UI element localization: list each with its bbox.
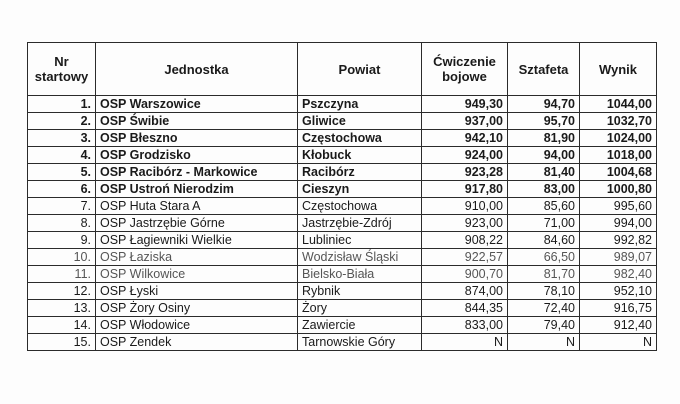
table-row [28,334,657,351]
cell-sztafeta: 81,90 [508,130,580,147]
header-nr [28,43,96,96]
table-row [28,215,657,232]
cell-nr: 12. [28,283,96,300]
cell-jednostka: OSP Racibórz - Markowice [96,164,298,181]
cell-sztafeta: 85,60 [508,198,580,215]
cell-nr: 6. [28,181,96,198]
cell-sztafeta: 83,00 [508,181,580,198]
results-body [28,96,657,351]
cell-cwiczenie: 924,00 [422,147,508,164]
cell-powiat: Żory [298,300,422,317]
cell-powiat: Bielsko-Biała [298,266,422,283]
cell-powiat: Jastrzębie-Zdrój [298,215,422,232]
table-row [28,283,657,300]
cell-wynik: 992,82 [580,232,657,249]
cell-cwiczenie: 942,10 [422,130,508,147]
header-cwiczenie [422,43,508,96]
cell-cwiczenie: 874,00 [422,283,508,300]
cell-cwiczenie: 908,22 [422,232,508,249]
cell-wynik: 994,00 [580,215,657,232]
cell-powiat: Częstochowa [298,198,422,215]
cell-cwiczenie: 949,30 [422,96,508,113]
header-cwiczenie-line1: Ćwiczenie [433,54,496,69]
cell-nr: 14. [28,317,96,334]
cell-wynik: 1000,80 [580,181,657,198]
header-cwiczenie-line2: bojowe [442,69,487,84]
header-nr-line1: Nr [54,54,69,69]
table-row [28,96,657,113]
header-sztafeta: Sztafeta [508,43,580,96]
cell-powiat: Cieszyn [298,181,422,198]
cell-nr: 15. [28,334,96,351]
cell-sztafeta: 72,40 [508,300,580,317]
cell-sztafeta: 66,50 [508,249,580,266]
header-powiat: Powiat [298,43,422,96]
cell-sztafeta: 81,40 [508,164,580,181]
cell-jednostka: OSP Grodzisko [96,147,298,164]
table-row [28,130,657,147]
cell-sztafeta: 71,00 [508,215,580,232]
header-jednostka: Jednostka [96,43,298,96]
cell-sztafeta: 81,70 [508,266,580,283]
cell-jednostka: OSP Świbie [96,113,298,130]
cell-cwiczenie: 922,57 [422,249,508,266]
cell-sztafeta: 78,10 [508,283,580,300]
cell-nr: 1. [28,96,96,113]
cell-wynik: 1032,70 [580,113,657,130]
header-nr-line2: startowy [34,69,89,84]
table-row [28,266,657,283]
cell-wynik: 1004,68 [580,164,657,181]
cell-jednostka: OSP Warszowice [96,96,298,113]
cell-powiat: Lubliniec [298,232,422,249]
cell-jednostka: OSP Zendek [96,334,298,351]
cell-powiat: Kłobuck [298,147,422,164]
cell-sztafeta: 94,00 [508,147,580,164]
table-row [28,249,657,266]
cell-wynik: 989,07 [580,249,657,266]
cell-wynik: 982,40 [580,266,657,283]
table-row [28,164,657,181]
cell-powiat: Częstochowa [298,130,422,147]
table-row [28,113,657,130]
cell-nr: 4. [28,147,96,164]
cell-cwiczenie: 900,70 [422,266,508,283]
cell-powiat: Tarnowskie Góry [298,334,422,351]
cell-jednostka: OSP Jastrzębie Górne [96,215,298,232]
cell-cwiczenie: 844,35 [422,300,508,317]
cell-nr: 11. [28,266,96,283]
cell-powiat: Wodzisław Śląski [298,249,422,266]
cell-wynik: 1018,00 [580,147,657,164]
cell-jednostka: OSP Żory Osiny [96,300,298,317]
cell-wynik: 1044,00 [580,96,657,113]
cell-cwiczenie: 937,00 [422,113,508,130]
cell-sztafeta: 95,70 [508,113,580,130]
cell-jednostka: OSP Ustroń Nierodzim [96,181,298,198]
cell-sztafeta: 84,60 [508,232,580,249]
cell-nr: 5. [28,164,96,181]
cell-nr: 7. [28,198,96,215]
cell-cwiczenie: 917,80 [422,181,508,198]
table-row [28,317,657,334]
cell-sztafeta: 94,70 [508,96,580,113]
cell-jednostka: OSP Wilkowice [96,266,298,283]
cell-nr: 9. [28,232,96,249]
cell-cwiczenie: 923,28 [422,164,508,181]
cell-wynik: 995,60 [580,198,657,215]
cell-jednostka: OSP Łyski [96,283,298,300]
cell-nr: 2. [28,113,96,130]
cell-sztafeta: 79,40 [508,317,580,334]
header-wynik: Wynik [580,43,657,96]
cell-cwiczenie: N [422,334,508,351]
cell-nr: 8. [28,215,96,232]
cell-nr: 3. [28,130,96,147]
cell-cwiczenie: 833,00 [422,317,508,334]
table-row [28,198,657,215]
cell-powiat: Rybnik [298,283,422,300]
cell-nr: 10. [28,249,96,266]
cell-jednostka: OSP Łaziska [96,249,298,266]
cell-cwiczenie: 910,00 [422,198,508,215]
cell-jednostka: OSP Łagiewniki Wielkie [96,232,298,249]
cell-powiat: Gliwice [298,113,422,130]
cell-jednostka: OSP Włodowice [96,317,298,334]
table-row [28,147,657,164]
cell-powiat: Zawiercie [298,317,422,334]
results-table [27,42,657,351]
cell-jednostka: OSP Błeszno [96,130,298,147]
cell-wynik: 1024,00 [580,130,657,147]
cell-sztafeta: N [508,334,580,351]
cell-wynik: 912,40 [580,317,657,334]
table-row [28,181,657,198]
table-row [28,232,657,249]
cell-wynik: N [580,334,657,351]
cell-powiat: Pszczyna [298,96,422,113]
table-row [28,300,657,317]
cell-jednostka: OSP Huta Stara A [96,198,298,215]
cell-wynik: 916,75 [580,300,657,317]
cell-wynik: 952,10 [580,283,657,300]
cell-powiat: Racibórz [298,164,422,181]
header-row [28,43,657,96]
cell-cwiczenie: 923,00 [422,215,508,232]
cell-nr: 13. [28,300,96,317]
